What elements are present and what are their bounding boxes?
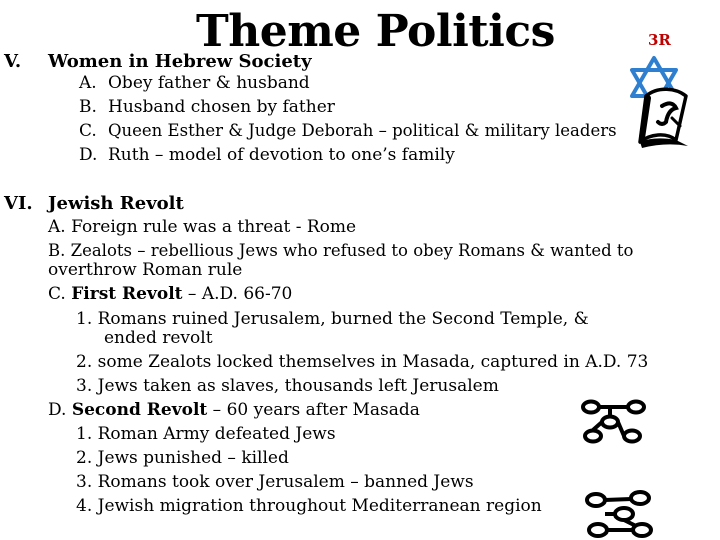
second-revolt-dates: – 60 years after Masada xyxy=(207,400,420,420)
revolt-item-a: A. Foreign rule was a threat - Rome xyxy=(48,217,357,237)
section-6-heading: Jewish Revolt xyxy=(48,193,184,214)
section-5-item-c-letter: C. xyxy=(79,121,97,141)
first-revolt-item-3: 3. Jews taken as slaves, thousands left Jerusalem xyxy=(76,376,499,396)
first-revolt-item-2: 2. some Zealots locked themselves in Masada, captured in A.D. 73 xyxy=(76,352,649,372)
scroll-icon xyxy=(632,82,694,152)
section-5-item-c-text: Queen Esther & Judge Deborah – political & military leaders xyxy=(108,121,617,140)
second-revolt-label: Second Revolt xyxy=(71,400,208,420)
section-5-item-a-letter: A. xyxy=(79,73,97,93)
section-5-item-b-letter: B. xyxy=(79,97,97,117)
second-revolt-item-2: 2. Jews punished – killed xyxy=(76,448,289,468)
page-title: Theme Politics xyxy=(196,6,555,57)
revolt-item-d-prefix: D. xyxy=(48,400,72,420)
revolt-item-c xyxy=(48,286,292,303)
revolt-item-b-line1: B. Zealots – rebellious Jews who refused to obey Romans & wanted to xyxy=(48,241,634,260)
revolt-item-d xyxy=(48,402,420,419)
revolt-item-c-prefix: C. xyxy=(48,284,72,304)
second-revolt-item-3: 3. Romans took over Jerusalem – banned Jews xyxy=(76,472,474,492)
second-revolt-item-1: 1. Roman Army defeated Jews xyxy=(76,424,336,444)
chain-links-icon xyxy=(580,398,650,446)
first-revolt-label: First Revolt xyxy=(71,284,183,304)
section-5-item-b-text: Husband chosen by father xyxy=(108,97,335,117)
section-5-numeral: V. xyxy=(4,51,22,72)
section-5-item-d-letter: D. xyxy=(79,145,98,165)
section-5-item-d-text: Ruth – model of devotion to one’s family xyxy=(108,145,455,165)
section-5-heading: Women in Hebrew Society xyxy=(48,51,312,72)
section-6-numeral: VI. xyxy=(4,193,33,214)
chain-links-icon xyxy=(584,490,654,540)
revolt-item-b-line2: overthrow Roman rule xyxy=(48,260,243,280)
first-revolt-item-1-line2: ended revolt xyxy=(104,328,213,348)
section-5-item-a-text: Obey father & husband xyxy=(108,73,310,93)
second-revolt-item-4: 4. Jewish migration throughout Mediterranean region xyxy=(76,496,542,516)
theme-badge: 3R xyxy=(648,31,671,49)
first-revolt-dates: – A.D. 66-70 xyxy=(182,284,293,304)
first-revolt-item-1-line1: 1. Romans ruined Jerusalem, burned the Second Temple, & xyxy=(76,309,589,329)
